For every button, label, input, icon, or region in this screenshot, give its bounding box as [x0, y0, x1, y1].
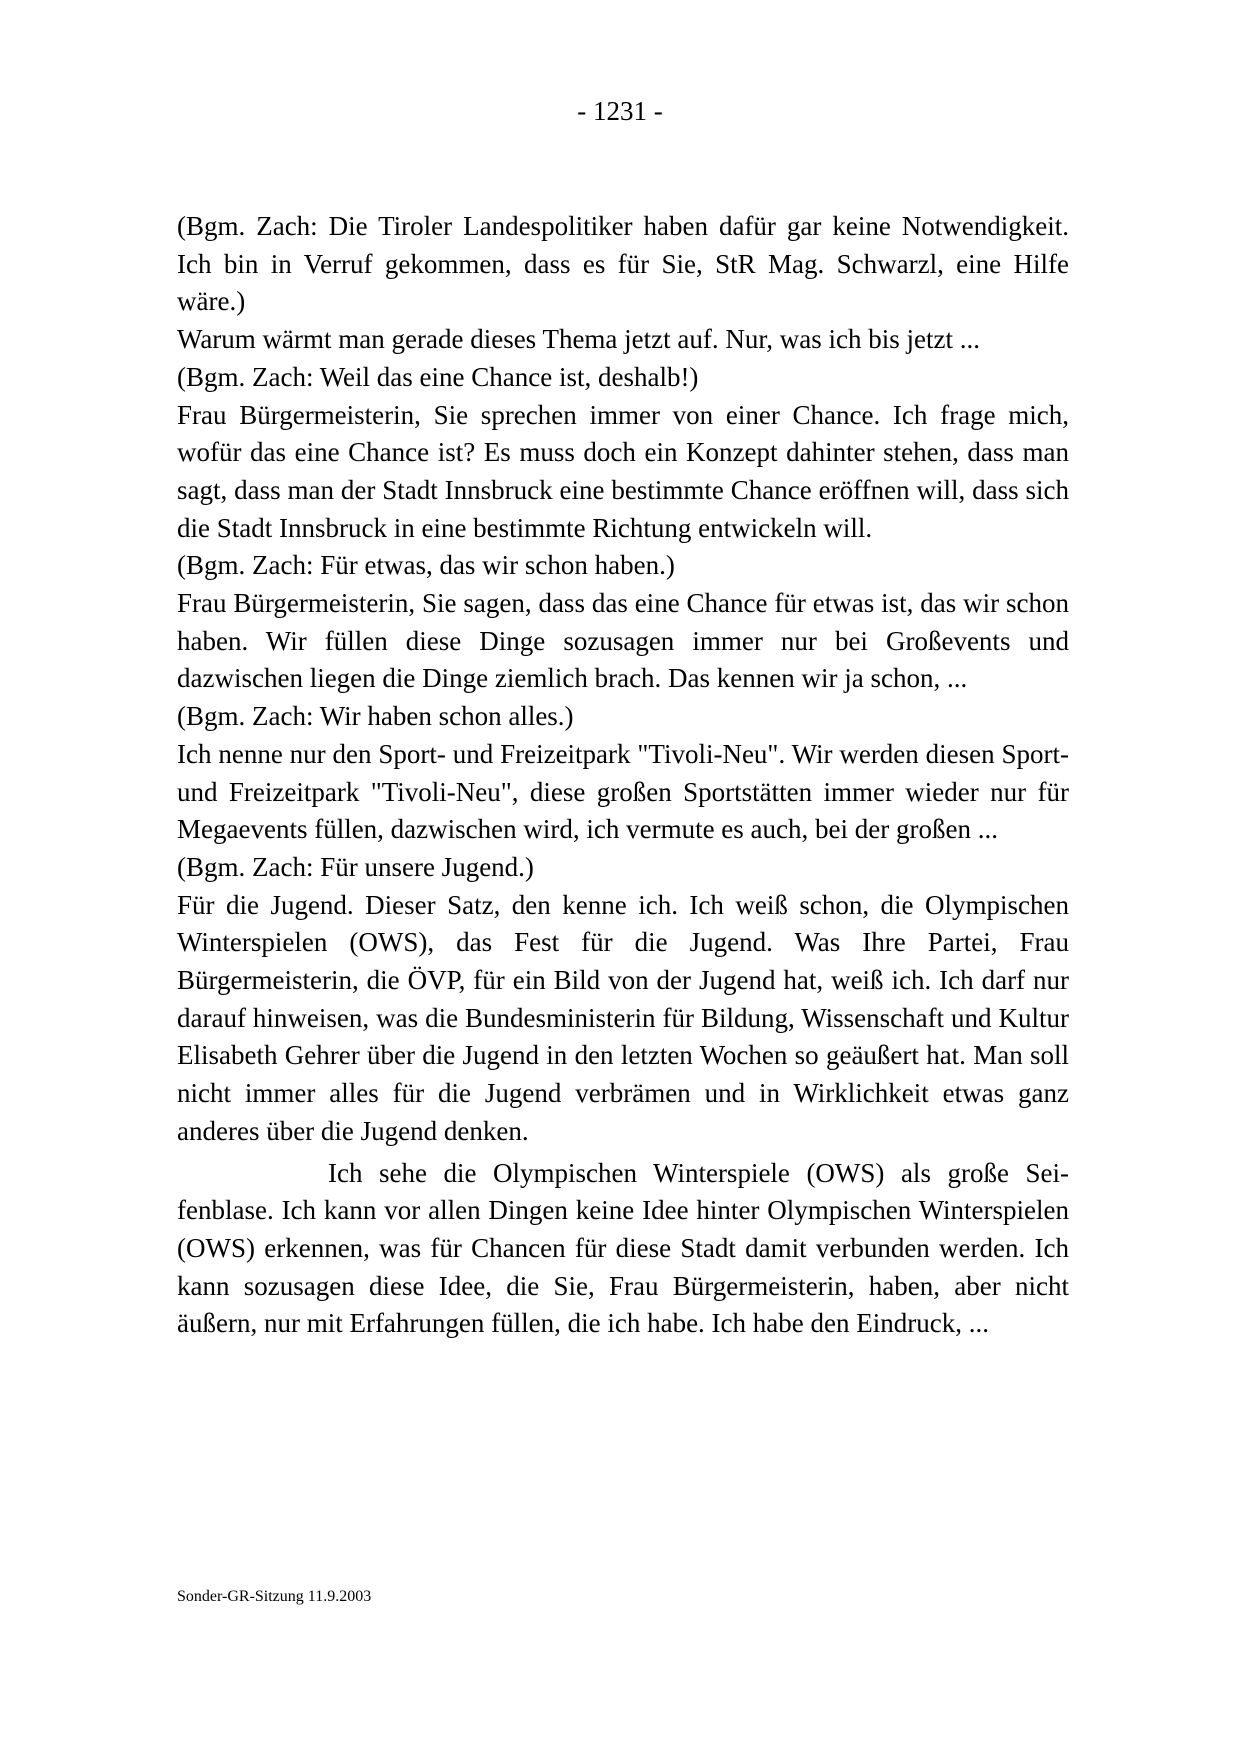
interjection-paragraph: (Bgm. Zach: Die Tiroler Landespolitiker haben dafür gar keine Notwendigkeit. Ich bin in Verruf gekommen, dass es für Sie, StR Mag. Schwarzl, eine Hilfe wäre.) — [177, 211, 1069, 317]
speech-paragraph: Ich nenne nur den Sport- und Freizeitpark "Tivoli-Neu". Wir werden diesen Sport- und Freizeitpark "Tivoli-Neu", diese großen Sportstätten immer wieder nur für Megaevents füllen, dazwischen wird, ich vermute es auch, bei der großen ... — [177, 738, 1069, 845]
speech-paragraph: Für die Jugend. Dieser Satz, den kenne ich. Ich weiß schon, die Olympischen Winterspielen (OWS), das Fest für die Jugend. Was Ihre Partei, Frau Bürgermeisterin, die ÖVP, für ein Bild von der Jugend hat, weiß ich. Ich darf nur darauf hinweisen, was die Bundesministerin für Bildung, Wissenschaft und Kultur Elisabeth Gehrer über die Jugend in den letzten Wochen so geäußert hat. Man soll nicht immer alles für die Jugend verbrämen und in Wirklichkeit etwas ganz anderes über die Jugend denken. — [177, 889, 1069, 1146]
interjection-paragraph: (Bgm. Zach: Wir haben schon alles.) — [177, 701, 574, 732]
interjection-paragraph: (Bgm. Zach: Weil das eine Chance ist, deshalb!) — [177, 361, 699, 392]
document-body — [177, 208, 1069, 1343]
speech-paragraph: Frau Bürgermeisterin, Sie sprechen immer von einer Chance. Ich frage mich, wofür das eine Chance ist? Es muss doch ein Konzept dahinter stehen, dass man sagt, dass man der Stadt Innsbruck eine bestimmte Chance eröffnen will, dass sich die Stadt Innsbruck in eine bestimmte Richtung entwickeln will. — [177, 399, 1069, 543]
page-number: - 1231 - — [577, 96, 663, 126]
speech-paragraph: Frau Bürgermeisterin, Sie sagen, dass das eine Chance für etwas ist, das wir schon haben. Wir füllen diese Dinge sozusagen immer nur bei Großevents und dazwischen liegen die Dinge ziemlich brach. Das kennen wir ja schon, ... — [177, 588, 1069, 694]
indented-speech-paragraph: Ich sehe die Olympischen Winterspiele (OWS) als große Seifenblase. Ich kann vor allen Dingen keine Idee hinter Olympischen Winterspielen (OWS) erkennen, was für Chancen für diese Stadt damit verbunden werden. Ich kann sozusagen diese Idee, die Sie, Frau Bürgermeisterin, haben, aber nicht äußern, nur mit Erfahrungen füllen, die ich habe. Ich habe den Eindruck, ... — [177, 1157, 1069, 1339]
interjection-paragraph: (Bgm. Zach: Für unsere Jugend.) — [177, 851, 534, 882]
interjection-paragraph: (Bgm. Zach: Für etwas, das wir schon haben.) — [177, 550, 675, 581]
footer-session-label: Sonder-GR-Sitzung 11.9.2003 — [177, 1588, 372, 1605]
speech-paragraph: Warum wärmt man gerade dieses Thema jetzt auf. Nur, was ich bis jetzt ... — [177, 324, 980, 355]
